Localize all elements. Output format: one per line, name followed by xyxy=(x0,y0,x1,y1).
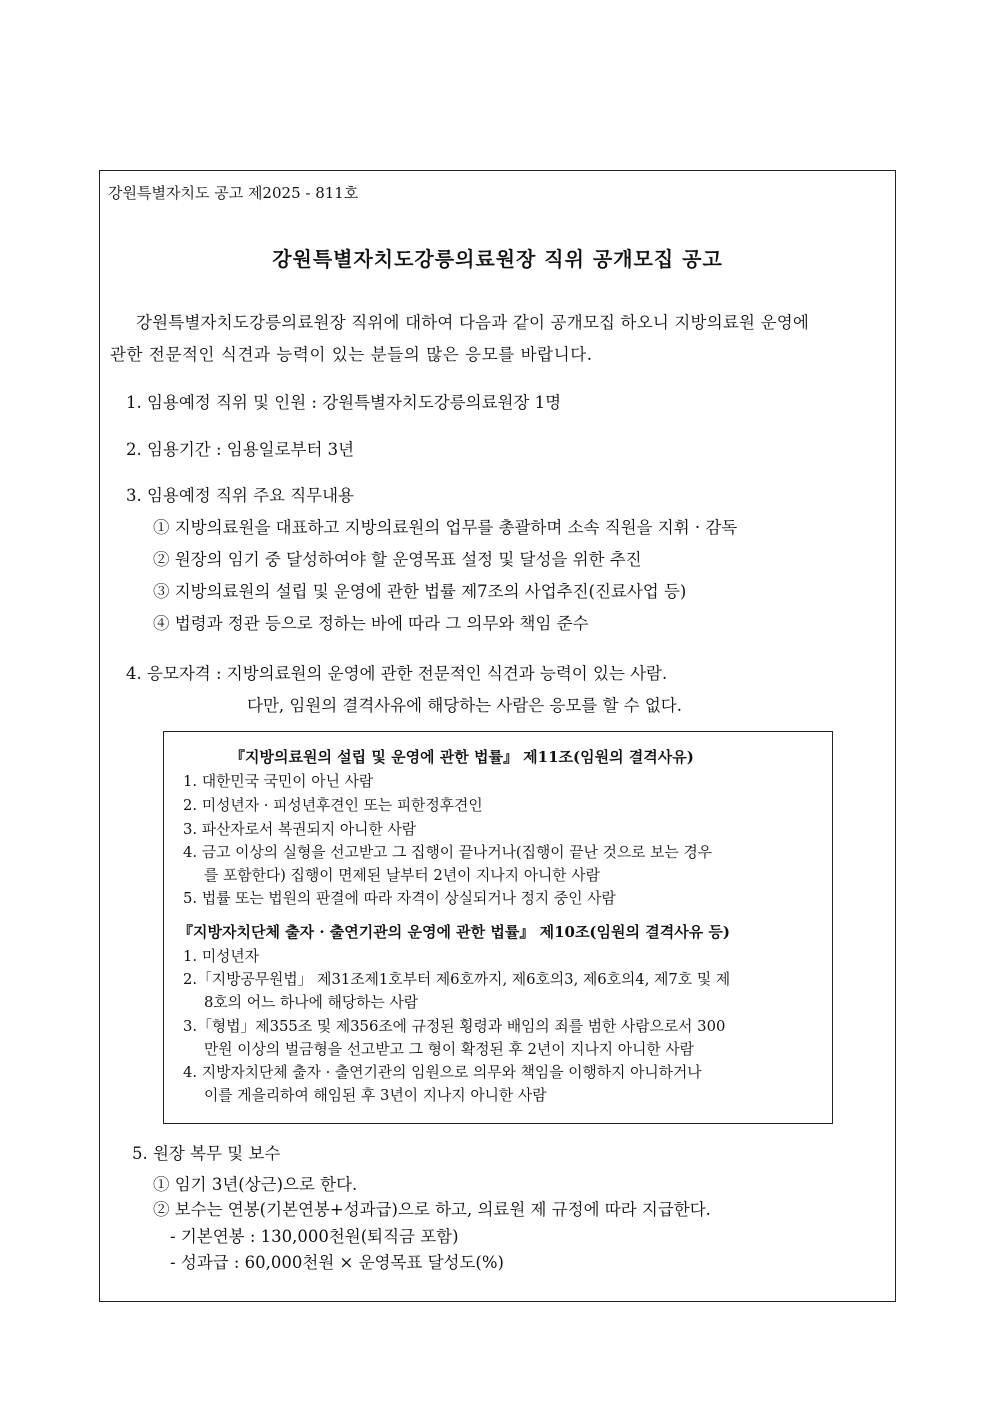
section-3-item: ② 원장의 임기 중 달성하여야 할 운영목표 설정 및 달성을 위한 추진 xyxy=(153,550,642,569)
law-2-heading: 『지방자치단체 출자 · 출연기관의 운영에 관한 법률』 제10조(임원의 결격사유 등) xyxy=(178,923,730,941)
law-2-item-continued: 만원 이상의 벌금형을 선고받고 그 형이 확정된 후 2년이 지나지 아니한 사람 xyxy=(204,1041,694,1058)
section-3-item: ④ 법령과 정관 등으로 정하는 바에 따라 그 의무와 책임 준수 xyxy=(153,614,589,633)
intro-line-2: 관한 전문적인 식견과 능력이 있는 분들의 많은 응모를 바랍니다. xyxy=(110,345,593,364)
law-1-item: 5. 법률 또는 법원의 판결에 따라 자격이 상실되거나 정지 중인 사람 xyxy=(183,890,616,907)
section-5-item: ① 임기 3년(상근)으로 한다. xyxy=(153,1175,358,1194)
law-2-item-continued: 이를 게을리하여 해임된 후 3년이 지나지 아니한 사람 xyxy=(204,1087,547,1104)
law-2-item: 4. 지방자치단체 출자 · 출연기관의 임원으로 의무와 책임을 이행하지 아니하거나 xyxy=(183,1064,702,1081)
section-4-qualification: 4. 응모자격 : 지방의료원의 운영에 관한 전문적인 식견과 능력이 있는 사람. xyxy=(126,664,668,683)
page-title: 강원특별자치도강릉의료원장 직위 공개모집 공고 xyxy=(272,247,723,271)
section-1-position: 1. 임용예정 직위 및 인원 : 강원특별자치도강릉의료원장 1명 xyxy=(126,393,562,412)
section-2-term: 2. 임용기간 : 임용일로부터 3년 xyxy=(126,440,355,459)
salary-sub-item: - 기본연봉 : 130,000천원(퇴직금 포함) xyxy=(170,1227,459,1246)
law-2-item: 2.「지방공무원법」 제31조제1호부터 제6호까지, 제6호의3, 제6호의4, 제7호 및 제 xyxy=(183,971,731,988)
notice-number: 강원특별자치도 공고 제2025 - 811호 xyxy=(108,184,359,202)
law-1-item: 3. 파산자로서 복권되지 아니한 사람 xyxy=(183,821,417,838)
law-1-heading: 『지방의료원의 설립 및 운영에 관한 법률』 제11조(임원의 결격사유) xyxy=(230,748,694,766)
law-2-item: 3.「형법」제355조 및 제356조에 규정된 횡령과 배임의 죄를 범한 사람으로서 300 xyxy=(183,1018,726,1035)
salary-sub-item: - 성과급 : 60,000천원 × 운영목표 달성도(%) xyxy=(170,1253,504,1272)
section-5-item: ② 보수는 연봉(기본연봉+성과급)으로 하고, 의료원 제 규정에 따라 지급한다. xyxy=(153,1200,711,1219)
law-1-item: 1. 대한민국 국민이 아닌 사람 xyxy=(183,773,374,790)
law-1-item: 2. 미성년자 · 피성년후견인 또는 피한정후견인 xyxy=(183,797,483,814)
law-2-item: 1. 미성년자 xyxy=(183,948,259,965)
section-3-heading: 3. 임용예정 직위 주요 직무내용 xyxy=(126,486,354,505)
section-3-item: ① 지방의료원을 대표하고 지방의료원의 업무를 총괄하며 소속 직원을 지휘 · 감독 xyxy=(153,518,738,537)
section-4-exception: 다만, 임원의 결격사유에 해당하는 사람은 응모를 할 수 없다. xyxy=(247,696,682,715)
section-5-heading: 5. 원장 복무 및 보수 xyxy=(132,1144,281,1163)
law-1-item-continued: 를 포함한다) 집행이 면제된 날부터 2년이 지나지 아니한 사람 xyxy=(204,867,600,884)
intro-line-1: 강원특별자치도강릉의료원장 직위에 대하여 다음과 같이 공개모집 하오니 지방의료원 운영에 xyxy=(136,313,809,332)
section-3-item: ③ 지방의료원의 설립 및 운영에 관한 법률 제7조의 사업추진(진료사업 등) xyxy=(153,582,687,601)
law-1-item: 4. 금고 이상의 실형을 선고받고 그 집행이 끝나거나(집행이 끝난 것으로 보는 경우 xyxy=(183,844,713,861)
law-2-item-continued: 8호의 어느 하나에 해당하는 사람 xyxy=(204,994,419,1011)
